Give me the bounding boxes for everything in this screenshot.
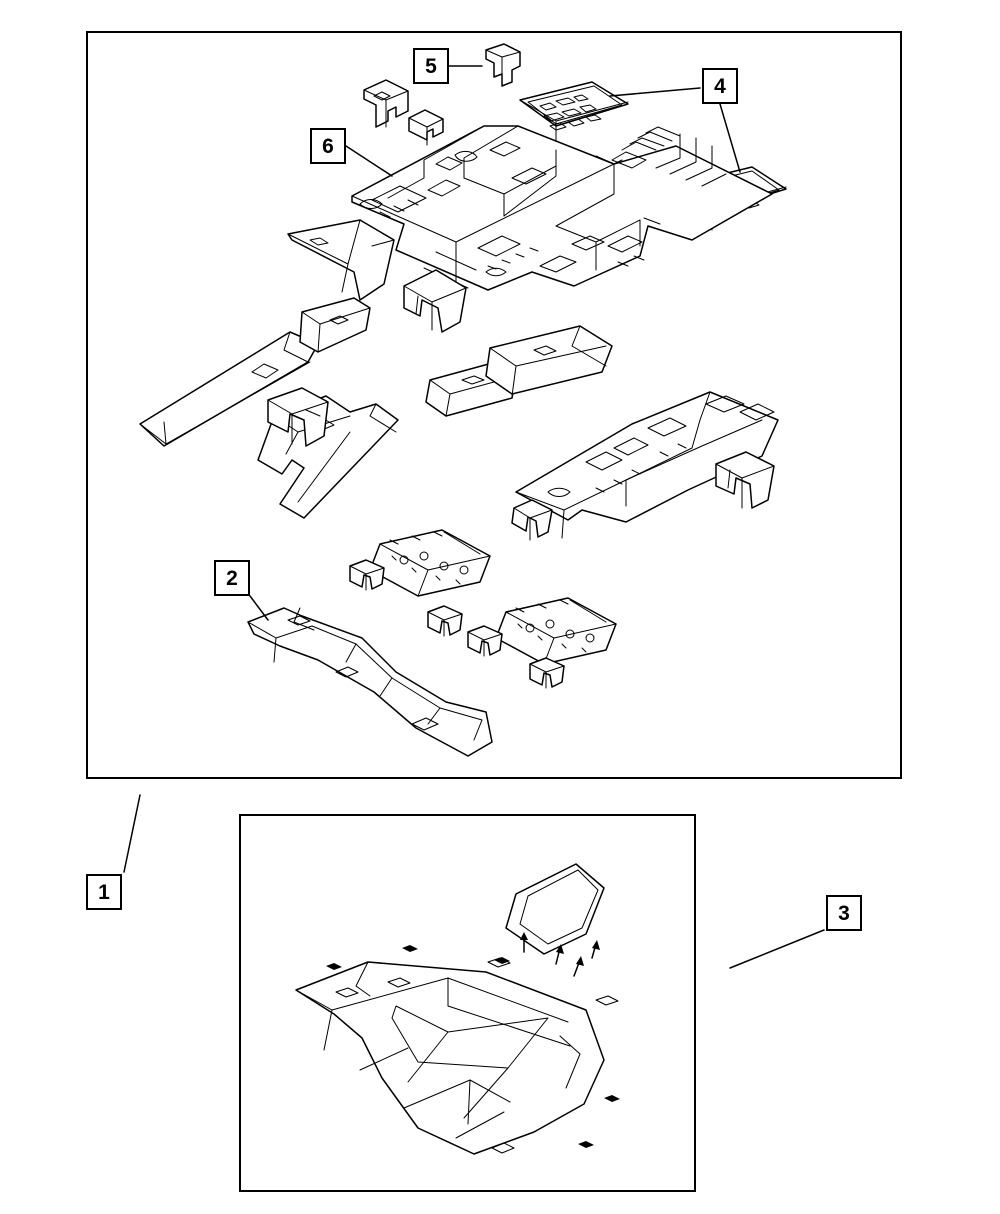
- callout-3[interactable]: 3: [826, 895, 862, 931]
- callout-2[interactable]: 2: [214, 560, 250, 596]
- callout-6[interactable]: 6: [310, 128, 346, 164]
- callout-5[interactable]: 5: [413, 48, 449, 84]
- main-parts-panel: [86, 31, 902, 779]
- callout-4[interactable]: 4: [702, 68, 738, 104]
- callout-1[interactable]: 1: [86, 874, 122, 910]
- lower-parts-panel: [239, 814, 696, 1192]
